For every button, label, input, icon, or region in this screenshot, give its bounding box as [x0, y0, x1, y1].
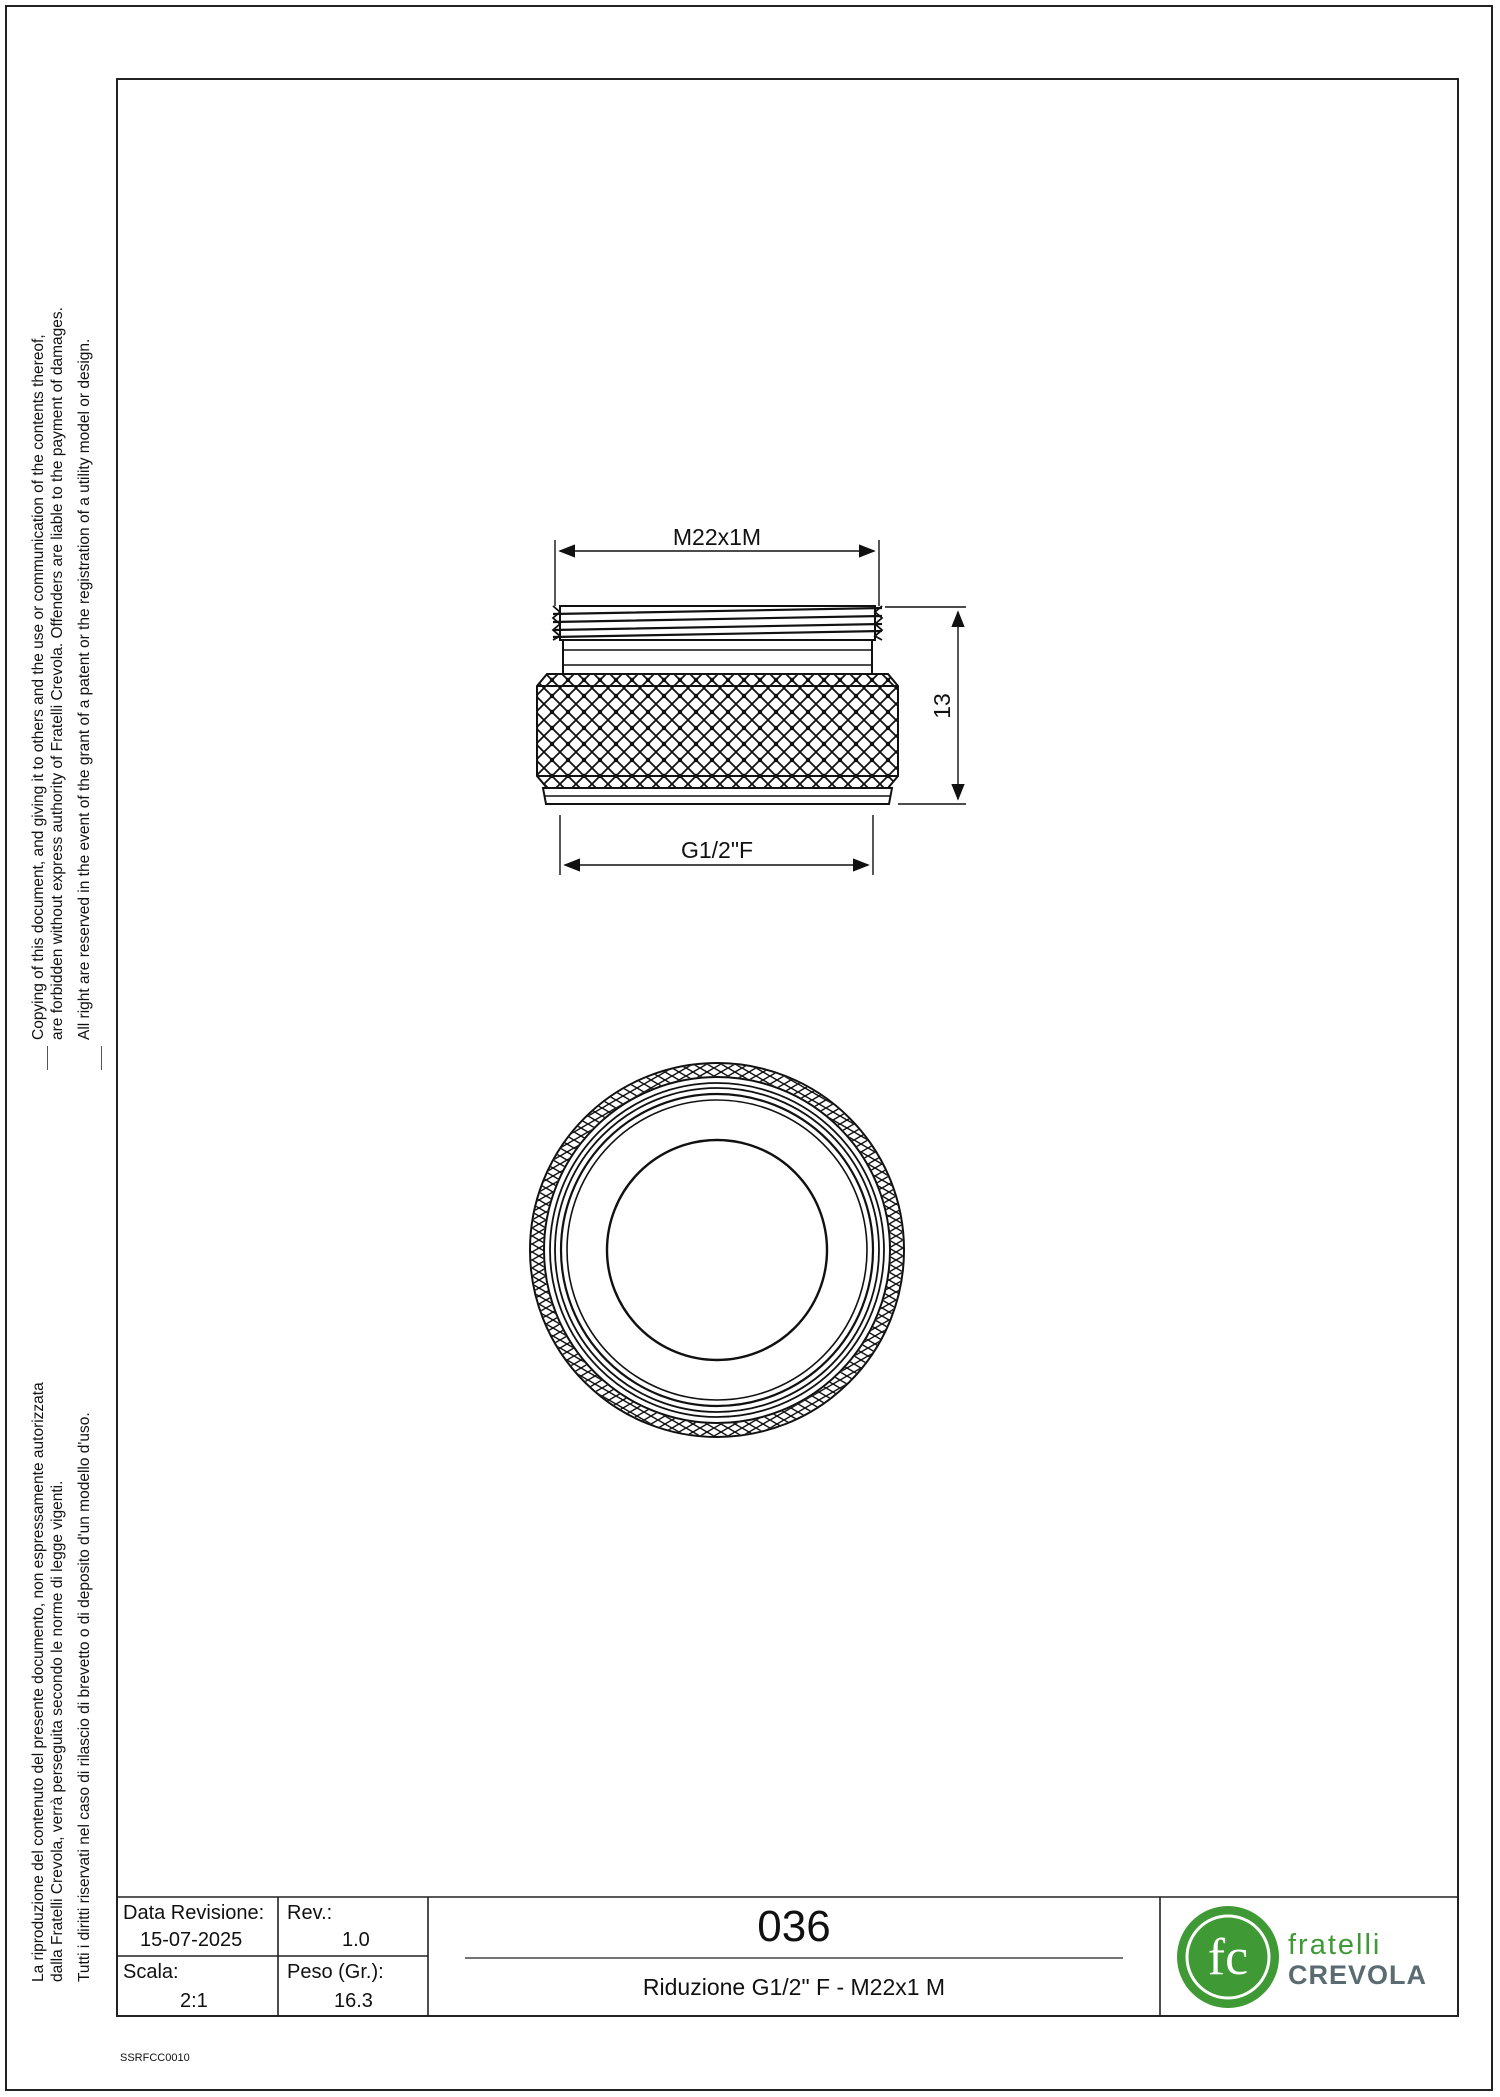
- top-view: [530, 1063, 904, 1437]
- drawing-description: Riduzione G1/2" F - M22x1 M: [642, 1974, 946, 2000]
- neck: [563, 640, 872, 674]
- bore: [607, 1140, 827, 1360]
- peso-value: 16.3: [334, 1990, 373, 2012]
- legal-it-line-1: La riproduzione del contenuto del presente documento, non espressamente autorizzata: [30, 1382, 47, 1982]
- data-revisione-value: 15-07-2025: [140, 1929, 243, 1951]
- thread-section: [553, 606, 882, 640]
- legal-it-line-2: dalla Fratelli Crevola, verrà perseguita secondo le norme di legge vigenti.: [49, 1480, 66, 1982]
- data-revisione-label: Data Revisione:: [123, 1902, 265, 1924]
- rev-value: 1.0: [342, 1929, 370, 1951]
- legal-it-line-3: Tutti i diritti riservati nel caso di rilascio di brevetto o di deposito d'un modello d'uso.: [76, 1412, 93, 1982]
- legal-en-line-1: Copying of this document, and giving it to others and the use or communication of the contents thereof,: [30, 334, 47, 1040]
- company-logo: [1170, 1900, 1455, 2014]
- scala-value: 2:1: [180, 1990, 208, 2012]
- dim-bottom-thread-label: G1/2"F: [680, 837, 754, 863]
- peso-label: Peso (Gr.):: [287, 1961, 384, 1983]
- scala-label: Scala:: [123, 1961, 179, 1983]
- dim-height-label: 13: [929, 693, 955, 719]
- logo-line-1: fratelli: [1288, 1929, 1382, 1961]
- logo-monogram: fc: [1207, 1929, 1249, 1986]
- dim-top-thread-label: M22x1M: [672, 524, 762, 550]
- side-view: [537, 606, 898, 804]
- knurled-body: [537, 674, 898, 788]
- logo-line-2: CREVOLA: [1288, 1960, 1428, 1990]
- legal-en-line-3: All right are reserved in the event of the grant of a patent or the registration of a utility model or design.: [76, 338, 93, 1040]
- drawing-number: 036: [757, 1902, 831, 1951]
- legal-en-line-2: are forbidden without express authority of Fratelli Crevola. Offenders are liable to the payment of damages.: [49, 307, 66, 1040]
- rev-label: Rev.:: [287, 1902, 333, 1924]
- document-code: SSRFCC0010: [120, 2052, 190, 2064]
